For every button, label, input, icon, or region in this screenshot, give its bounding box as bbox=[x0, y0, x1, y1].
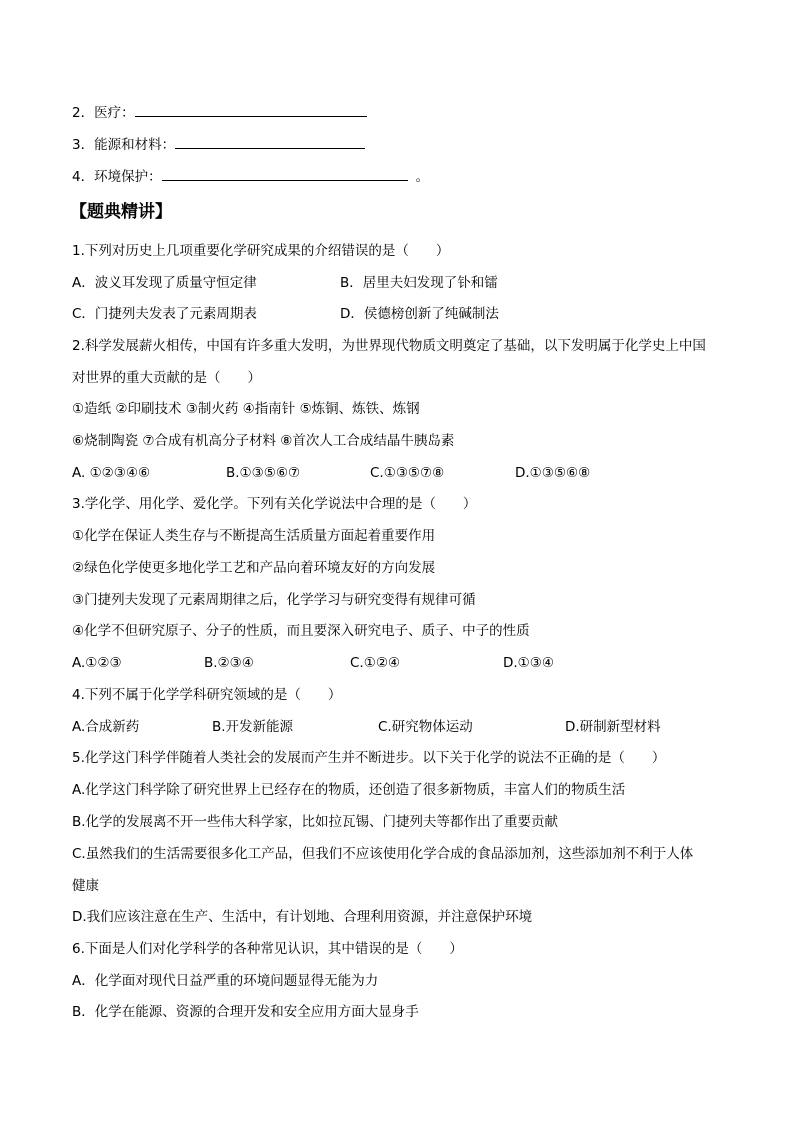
question-6-option-b[interactable]: B．化学在能源、资源的合理开发和安全应用方面大显身手 bbox=[72, 1004, 419, 1020]
question-5-option-c-line2[interactable]: 健康 bbox=[72, 878, 99, 894]
question-5-stem: 5.化学这门科学伴随着人类社会的发展而产生并不断进步。以下关于化学的说法不正确的是（ ） bbox=[72, 750, 666, 766]
question-6-option-a[interactable]: A．化学面对现代日益严重的环境问题显得无能为力 bbox=[72, 973, 379, 989]
fill-label: 4．环境保护： bbox=[72, 169, 162, 185]
option-a[interactable]: A.①②③ bbox=[72, 655, 122, 671]
answer-blank[interactable] bbox=[135, 104, 367, 117]
question-5-option-a[interactable]: A.化学这门科学除了研究世界上已经存在的物质，还创造了很多新物质，丰富人们的物质生活 bbox=[72, 782, 626, 798]
fill-end: 。 bbox=[415, 169, 430, 185]
fill-label: 3．能源和材料： bbox=[72, 137, 176, 153]
fill-item-energy bbox=[72, 136, 365, 154]
fill-label: 2．医疗： bbox=[72, 105, 135, 121]
question-2-stem-line2: 对世界的重大贡献的是（ ） bbox=[72, 370, 261, 386]
option-d[interactable]: D.①③⑤⑥⑧ bbox=[515, 465, 591, 481]
question-3-statement-1: ①化学在保证人类生存与不断提高生活质量方面起着重要作用 bbox=[72, 528, 436, 544]
option-d[interactable]: D．侯德榜创新了纯碱制法 bbox=[340, 306, 499, 322]
question-2-stem-line1: 2.科学发展薪火相传，中国有许多重大发明，为世界现代物质文明奠定了基础，以下发明属于化学史上中国 bbox=[72, 338, 706, 354]
question-2-list-line1: ①造纸 ②印刷技术 ③制火药 ④指南针 ⑤炼铜、炼铁、炼钢 bbox=[72, 401, 420, 417]
option-b[interactable]: B．居里夫妇发现了钋和镭 bbox=[340, 275, 498, 291]
answer-blank[interactable] bbox=[162, 168, 408, 181]
question-3-statement-3: ③门捷列夫发现了元素周期律之后，化学学习与研究变得有规律可循 bbox=[72, 592, 476, 608]
option-c[interactable]: C.①②④ bbox=[350, 655, 401, 671]
answer-blank[interactable] bbox=[175, 136, 365, 149]
question-4-stem: 4.下列不属于化学学科研究领域的是（ ） bbox=[72, 687, 342, 703]
question-5-option-c-line1[interactable]: C.虽然我们的生活需要很多化工产品，但我们不应该使用化学合成的食品添加剂，这些添加剂不利于人体 bbox=[72, 846, 694, 862]
option-b[interactable]: B.①③⑤⑥⑦ bbox=[226, 465, 301, 481]
option-d[interactable]: D.①③④ bbox=[503, 655, 554, 671]
option-c[interactable]: C.研究物体运动 bbox=[378, 719, 473, 735]
question-2-list-line2: ⑥烧制陶瓷 ⑦合成有机高分子材料 ⑧首次人工合成结晶牛胰岛素 bbox=[72, 433, 455, 449]
option-c[interactable]: C.①③⑤⑦⑧ bbox=[370, 465, 445, 481]
option-c[interactable]: C．门捷列夫发表了元素周期表 bbox=[72, 306, 257, 322]
question-3-statement-2: ②绿色化学使更多地化学工艺和产品向着环境友好的方向发展 bbox=[72, 560, 436, 576]
option-d[interactable]: D.研制新型材料 bbox=[565, 719, 661, 735]
fill-item-environment bbox=[72, 168, 429, 186]
option-a[interactable]: A.合成新药 bbox=[72, 719, 140, 735]
section-title: 【题典精讲】 bbox=[70, 202, 172, 222]
option-a[interactable]: A. ①②③④⑥ bbox=[72, 465, 151, 481]
question-5-option-d[interactable]: D.我们应该注意在生产、生活中，有计划地、合理利用资源，并注意保护环境 bbox=[72, 909, 533, 925]
question-3-statement-4: ④化学不但研究原子、分子的性质，而且要深入研究电子、质子、中子的性质 bbox=[72, 623, 530, 639]
fill-item-medical bbox=[72, 104, 367, 122]
question-5-option-b[interactable]: B.化学的发展离不开一些伟大科学家，比如拉瓦锡、门捷列夫等都作出了重要贡献 bbox=[72, 814, 559, 830]
question-6-stem: 6.下面是人们对化学科学的各种常见认识，其中错误的是（ ） bbox=[72, 941, 463, 957]
option-a[interactable]: A．波义耳发现了质量守恒定律 bbox=[72, 275, 257, 291]
question-1-stem: 1.下列对历史上几项重要化学研究成果的介绍错误的是（ ） bbox=[72, 243, 450, 259]
question-3-stem: 3.学化学、用化学、爱化学。下列有关化学说法中合理的是（ ） bbox=[72, 496, 477, 512]
option-b[interactable]: B.开发新能源 bbox=[212, 719, 294, 735]
option-b[interactable]: B.②③④ bbox=[204, 655, 254, 671]
